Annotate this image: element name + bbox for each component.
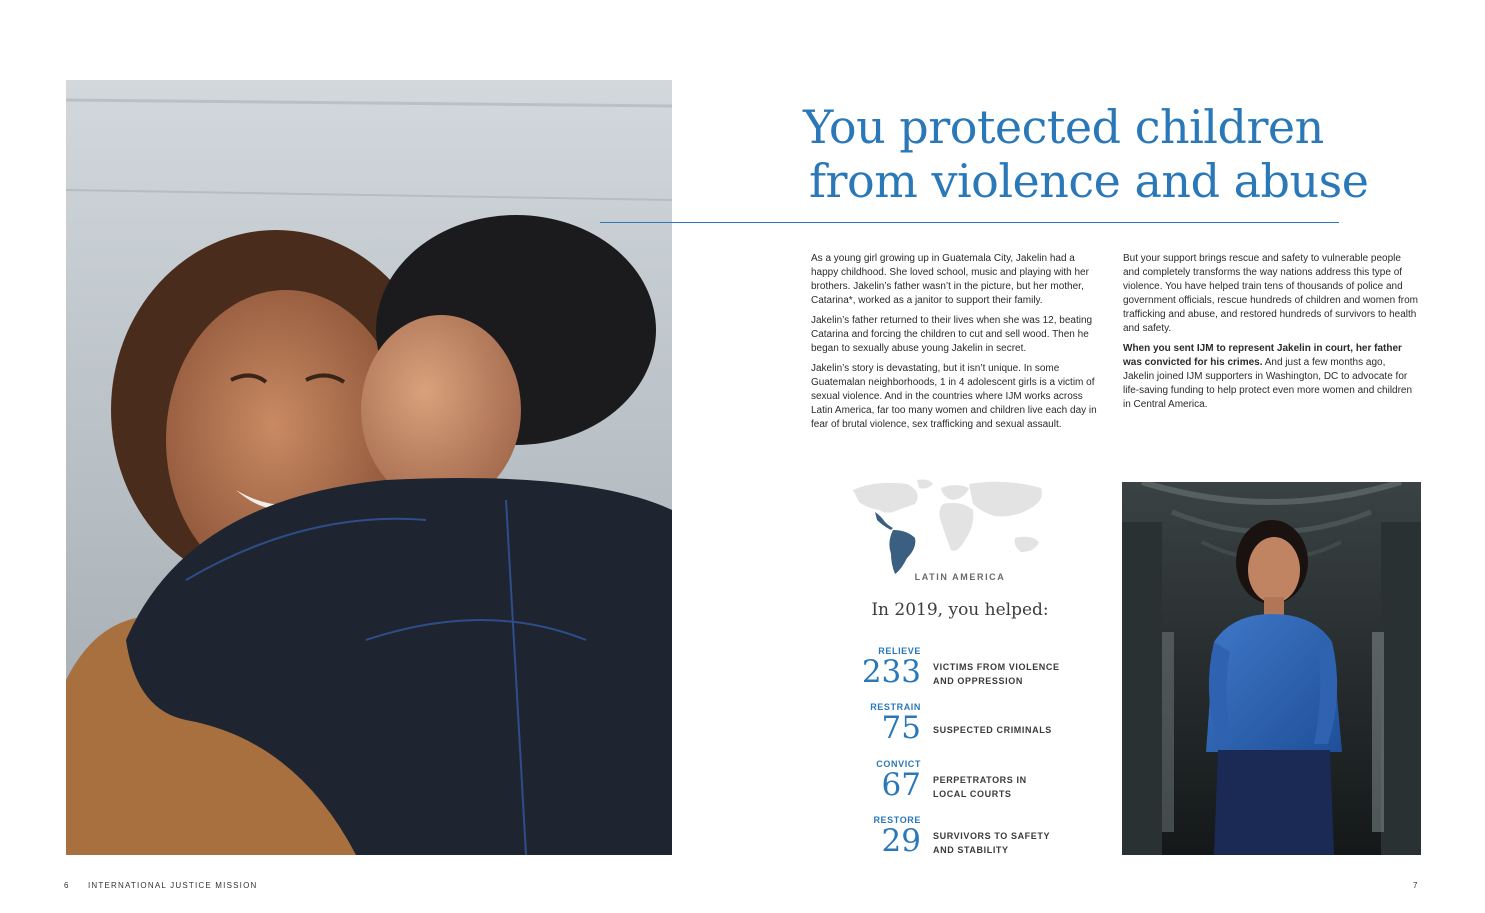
stat-convict — [845, 759, 1105, 811]
stat-number: 75 — [881, 710, 921, 746]
photo-jakelin-portrait — [1122, 482, 1421, 855]
stat-description — [933, 723, 1103, 737]
story-column-2 — [1123, 252, 1419, 418]
stat-description-line: AND STABILITY — [933, 845, 1009, 855]
page-number-right: 7 — [1413, 881, 1419, 890]
page-number-left: 6 — [64, 881, 70, 890]
map-central-america — [875, 512, 893, 530]
stat-description-line: PERPETRATORS IN — [933, 775, 1027, 785]
map-australia — [1015, 537, 1039, 552]
stat-restrain — [845, 702, 1105, 754]
stat-description — [933, 829, 1103, 857]
stat-verb: RELIEVE — [878, 646, 921, 656]
stat-verb: CONVICT — [876, 759, 921, 769]
title-divider — [600, 222, 1339, 223]
stat-number: 67 — [881, 767, 921, 803]
story-paragraph-conviction — [1123, 342, 1419, 412]
stat-number: 233 — [861, 654, 921, 690]
story-paragraph: As a young girl growing up in Guatemala City, Jakelin had a happy childhood. She loved school, music and playing with her brothers. Jakelin’s father wasn’t in the picture, but her mother, Catarina*, worked as a janitor to support their family. — [811, 253, 1089, 306]
story-paragraph: Jakelin’s story is devastating, but it isn’t unique. In some Guatemalan neighborhoods, 1 in 4 adolescent girls is a victim of sexual violence. And in the countries where IJM works across Latin America, far too many women and children live each day in fear of brutal violence, sex trafficking and sexual assault. — [811, 363, 1097, 430]
organization-name: INTERNATIONAL JUSTICE MISSION — [88, 881, 258, 890]
stat-description-line: LOCAL COURTS — [933, 789, 1012, 799]
stat-verb: RESTORE — [873, 815, 921, 825]
map-south-america — [889, 530, 915, 574]
stats-heading: In 2019, you helped: — [871, 600, 1049, 620]
stat-description-line: VICTIMS FROM VIOLENCE — [933, 662, 1060, 672]
story-paragraph: But your support brings rescue and safety to vulnerable people and completely transforms the way nations address this type of violence. You have helped train tens of thousands of police and government officials, rescue hundreds of children and women from trafficking and abuse, and restored hundreds of survivors to health and safety. — [1123, 253, 1418, 334]
stat-verb: RESTRAIN — [870, 702, 921, 712]
stat-description-line: SURVIVORS TO SAFETY — [933, 831, 1051, 841]
map-asia — [969, 482, 1042, 517]
stat-description — [933, 660, 1103, 688]
stat-description — [933, 773, 1103, 801]
portrait-illustration — [1122, 482, 1421, 855]
page-title — [803, 100, 1423, 208]
map-africa — [939, 503, 973, 551]
stat-description-line: AND OPPRESSION — [933, 676, 1023, 686]
stat-description-line: SUSPECTED CRIMINALS — [933, 725, 1052, 735]
map-north-america — [853, 483, 918, 513]
photo-illustration — [66, 80, 672, 855]
title-line-2: from violence and abuse — [809, 154, 1369, 208]
stat-number: 29 — [881, 823, 921, 859]
conviction-highlight: When you sent IJM to represent Jakelin in court, her father was convicted for his crimes. — [1123, 343, 1402, 368]
world-map-icon — [845, 478, 1055, 578]
world-map-latin-america — [845, 478, 1055, 578]
title-line-1: You protected children — [803, 100, 1324, 154]
map-europe — [941, 485, 969, 500]
story-paragraph: Jakelin’s father returned to their lives when she was 12, beating Catarina and forcing the children to cut and sell wood. Then he began to sexually abuse young Jakelin in secret. — [811, 315, 1093, 354]
map-greenland — [917, 480, 933, 489]
stat-relieve — [845, 646, 1105, 698]
photo-mother-and-child — [66, 80, 672, 855]
conviction-rest: And just a few months ago, Jakelin joined IJM supporters in Washington, DC to advocate for life-saving funding to help protect even more women and children in Central America. — [1123, 357, 1413, 410]
map-region-label: LATIN AMERICA — [914, 572, 1006, 582]
story-column-1 — [811, 252, 1103, 438]
stat-restore — [845, 815, 1105, 867]
